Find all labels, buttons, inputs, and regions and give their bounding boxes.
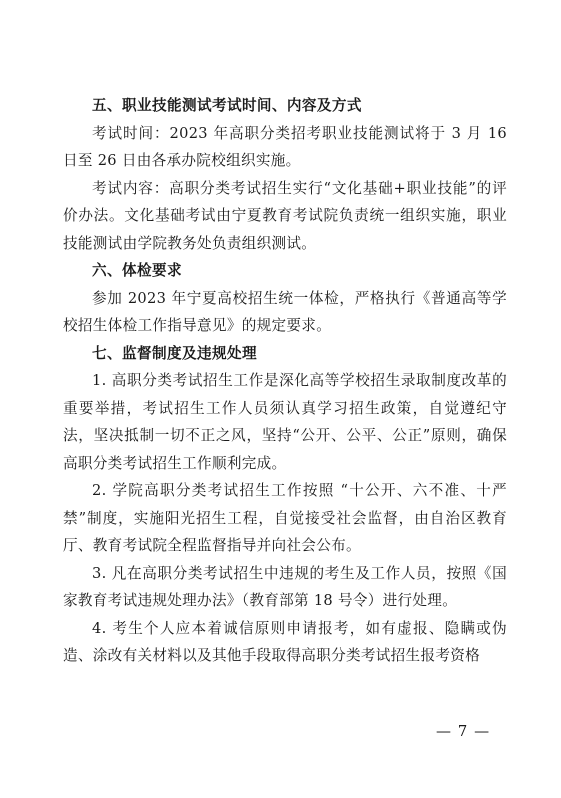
section-heading: 五、职业技能测试考试时间、内容及方式 <box>92 97 362 114</box>
section-7 <box>63 340 507 670</box>
paragraph: 考试内容：高职分类考试招生实行“文化基础+职业技能”的评价办法。文化基础考试由宁夏教育考试院负责统一组织实施，职业技能测试由学院教务处负责组织测试。 <box>63 179 507 252</box>
paragraph: 4. 考生个人应本着诚信原则申请报考，如有虚报、隐瞒或伪造、涂改有关材料以及其他手段取得高职分类考试招生报考资格 <box>63 619 507 664</box>
paragraph: 1. 高职分类考试招生工作是深化高等学校招生录取制度改革的重要举措，考试招生工作人员须认真学习招生政策，自觉遵纪守法，坚决抵制一切不正之风，坚持“公开、公平、公正”原则，确保高职分类考试招生工作顺利完成。 <box>63 372 507 472</box>
paragraph: 3. 凡在高职分类考试招生中违规的考生及工作人员，按照《国家教育考试违规处理办法》（教育部第 18 号令）进行处理。 <box>63 564 507 609</box>
section-5 <box>63 92 507 257</box>
paragraph: 考试时间：2023 年高职分类招考职业技能测试将于 3 月 16 日至 26 日由各承办院校组织实施。 <box>63 124 507 169</box>
page-number: — 7 — <box>436 722 491 740</box>
document-body <box>63 92 507 670</box>
paragraph: 2. 学院高职分类考试招生工作按照 “十公开、六不准、十严禁”制度，实施阳光招生工程，自觉接受社会监督，由自治区教育厅、教育考试院全程监督指导并向社会公布。 <box>63 482 507 554</box>
section-heading: 六、体检要求 <box>92 262 182 279</box>
paragraph: 参加 2023 年宁夏高校招生统一体检，严格执行《普通高等学校招生体检工作指导意见》的规定要求。 <box>63 289 507 334</box>
section-heading: 七、监督制度及违规处理 <box>92 344 257 362</box>
section-6 <box>63 257 507 340</box>
